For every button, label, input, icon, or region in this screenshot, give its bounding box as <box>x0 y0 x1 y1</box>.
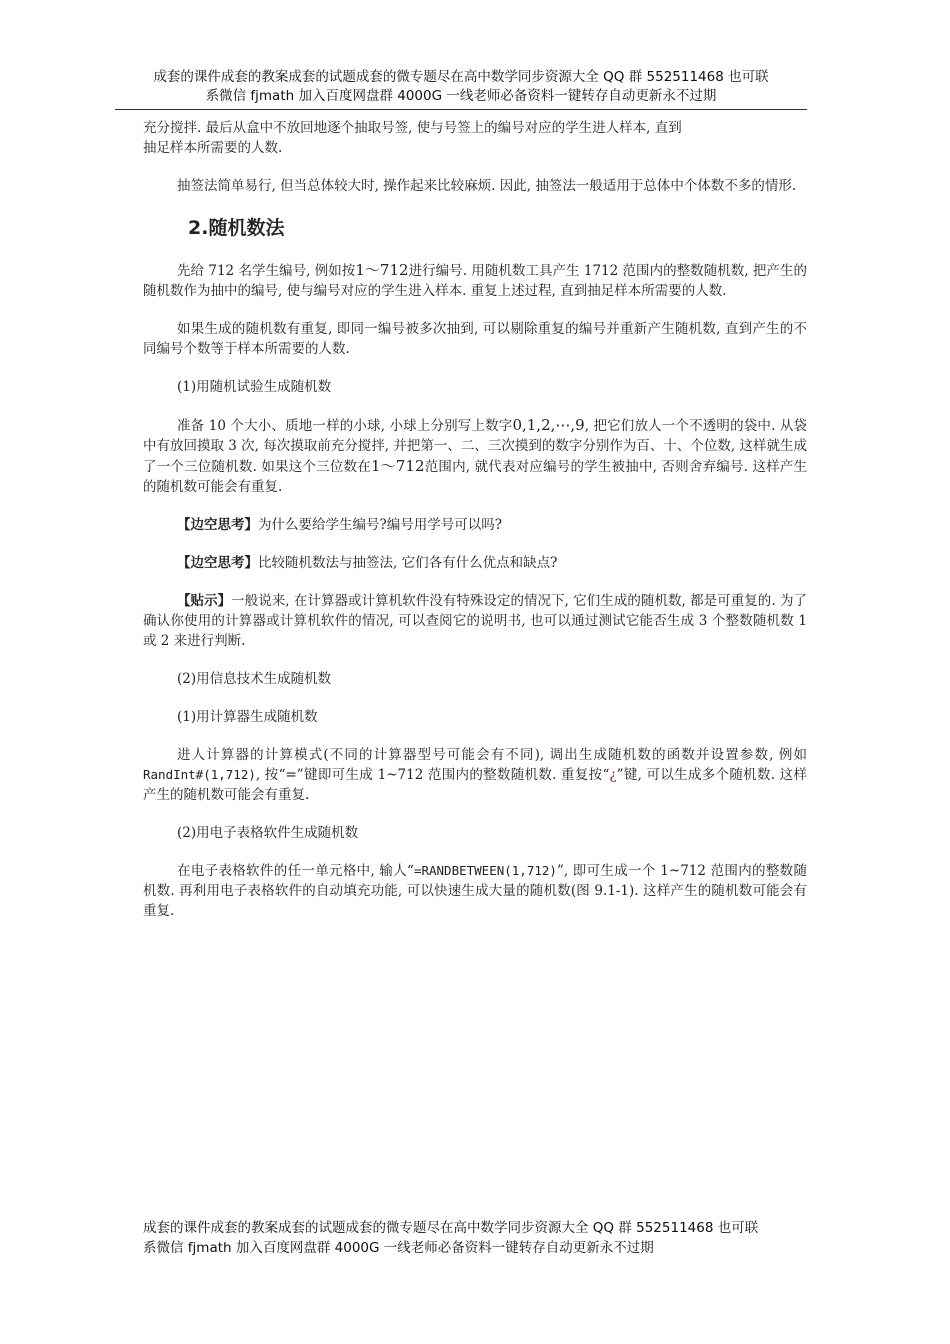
paragraph-lottery-summary: 抽签法简单易行, 但当总体较大时, 操作起来比较麻烦. 因此, 抽签法一般适用于总体中个体数不多的情形. <box>177 178 797 194</box>
key-symbol: ¿ <box>609 767 617 783</box>
section-heading: 2.随机数法 <box>188 217 285 239</box>
header-line-1: 成套的课件成套的教案成套的试题成套的微专题尽在高中数学同步资源大全 QQ 群 552511468 也可联 <box>153 69 769 85</box>
page-footer <box>143 1218 823 1258</box>
paragraph-ball-experiment: 准备 10 个大小、质地一样的小球, 小球上分别写上数字0,1,2,⋯,9, 把它们放人一个不透明的袋中. 从袋中有放回摸取 3 次, 每次摸取前充分搅拌, 并把第一、二、三次摸到的数字分别作为百、十、个位数, 这样就生成了一个三位随机数. 如果这个三位数在1～712范围内, 就代表对应编号的学生被抽中, 否则舍弃编号. 这样产生的随机数可能会有重复. <box>143 416 807 495</box>
subheading-calculator: (1)用计算器生成随机数 <box>177 709 318 725</box>
footer-line-1: 成套的课件成套的教案成套的试题成套的微专题尽在高中数学同步资源大全 QQ 群 552511468 也可联 <box>143 1220 759 1236</box>
page-header <box>115 68 807 110</box>
paragraph-lottery-continued: 充分搅拌. 最后从盒中不放回地逐个抽取号签, 使与号签上的编号对应的学生进人样本, 直到 抽足样本所需要的人数. <box>143 120 682 156</box>
tip-paragraph: 【贴示】一般说来, 在计算器或计算机软件没有特殊设定的情况下, 它们生成的随机数, 都是可重复的. 为了确认你使用的计算器或计算机软件的情况, 可以查阅它的说明书, 也可以通过测试它能否生成 3 个整数随机数 1 或 2 来进行判断. <box>143 593 808 649</box>
spreadsheet-formula: =RANDBETWEEN(1,712) <box>413 863 557 878</box>
digits-formula: 0,1,2,⋯,9 <box>512 416 585 434</box>
range-formula: 1～712 <box>355 261 409 279</box>
tip-label: 【贴示】 <box>177 593 232 609</box>
paragraph-calculator: 进人计算器的计算模式(不同的计算器型号可能会有不同), 调出生成随机数的函数并设置参数, 例如RandInt#(1,712), 按“=”键即可生成 1~712 范围内的整数随机数. 重复按“¿”键, 可以生成多个随机数. 这样产生的随机数可能会有重复. <box>143 747 807 803</box>
subheading-info-tech: (2)用信息技术生成随机数 <box>177 671 332 687</box>
paragraph-numbering: 先给 712 名学生编号, 例如按1～712进行编号. 用随机数工具产生 1712 范围内的整数随机数, 把产生的随机数作为抽中的编号, 使与编号对应的学生进入样本. 重复上述过程, 直到抽足样本所需要的人数. <box>143 261 807 299</box>
document-body <box>143 118 807 939</box>
margin-thinking-label: 【边空思考】 <box>177 517 258 533</box>
range-formula-2: 1～712 <box>370 457 425 475</box>
subheading-spreadsheet: (2)用电子表格软件生成随机数 <box>177 825 359 841</box>
margin-thinking-1: 【边空思考】为什么要给学生编号?编号用学号可以吗? <box>177 517 502 533</box>
paragraph-spreadsheet: 在电子表格软件的任一单元格中, 输人“=RANDBETWEEN(1,712)”, 即可生成一个 1~712 范围内的整数随机数. 再利用电子表格软件的自动填充功能, 可以快速生成大量的随机数(图 9.1-1). 这样产生的随机数可能会有重复. <box>143 863 808 919</box>
header-line-2: 系微信 fjmath 加入百度网盘群 4000G 一线老师必备资料一键转存自动更新永不过期 <box>205 88 717 104</box>
margin-thinking-label: 【边空思考】 <box>177 555 258 571</box>
paragraph-duplicates: 如果生成的随机数有重复, 即同一编号被多次抽到, 可以剔除重复的编号并重新产生随机数, 直到产生的不同编号个数等于样本所需要的人数. <box>143 321 807 357</box>
margin-thinking-2: 【边空思考】比较随机数法与抽签法, 它们各有什么优点和缺点? <box>177 555 558 571</box>
footer-line-2: 系微信 fjmath 加入百度网盘群 4000G 一线老师必备资料一键转存自动更新永不过期 <box>143 1240 654 1256</box>
subheading-random-experiment: (1)用随机试验生成随机数 <box>177 379 332 395</box>
calculator-function: RandInt#(1,712) <box>143 767 256 782</box>
